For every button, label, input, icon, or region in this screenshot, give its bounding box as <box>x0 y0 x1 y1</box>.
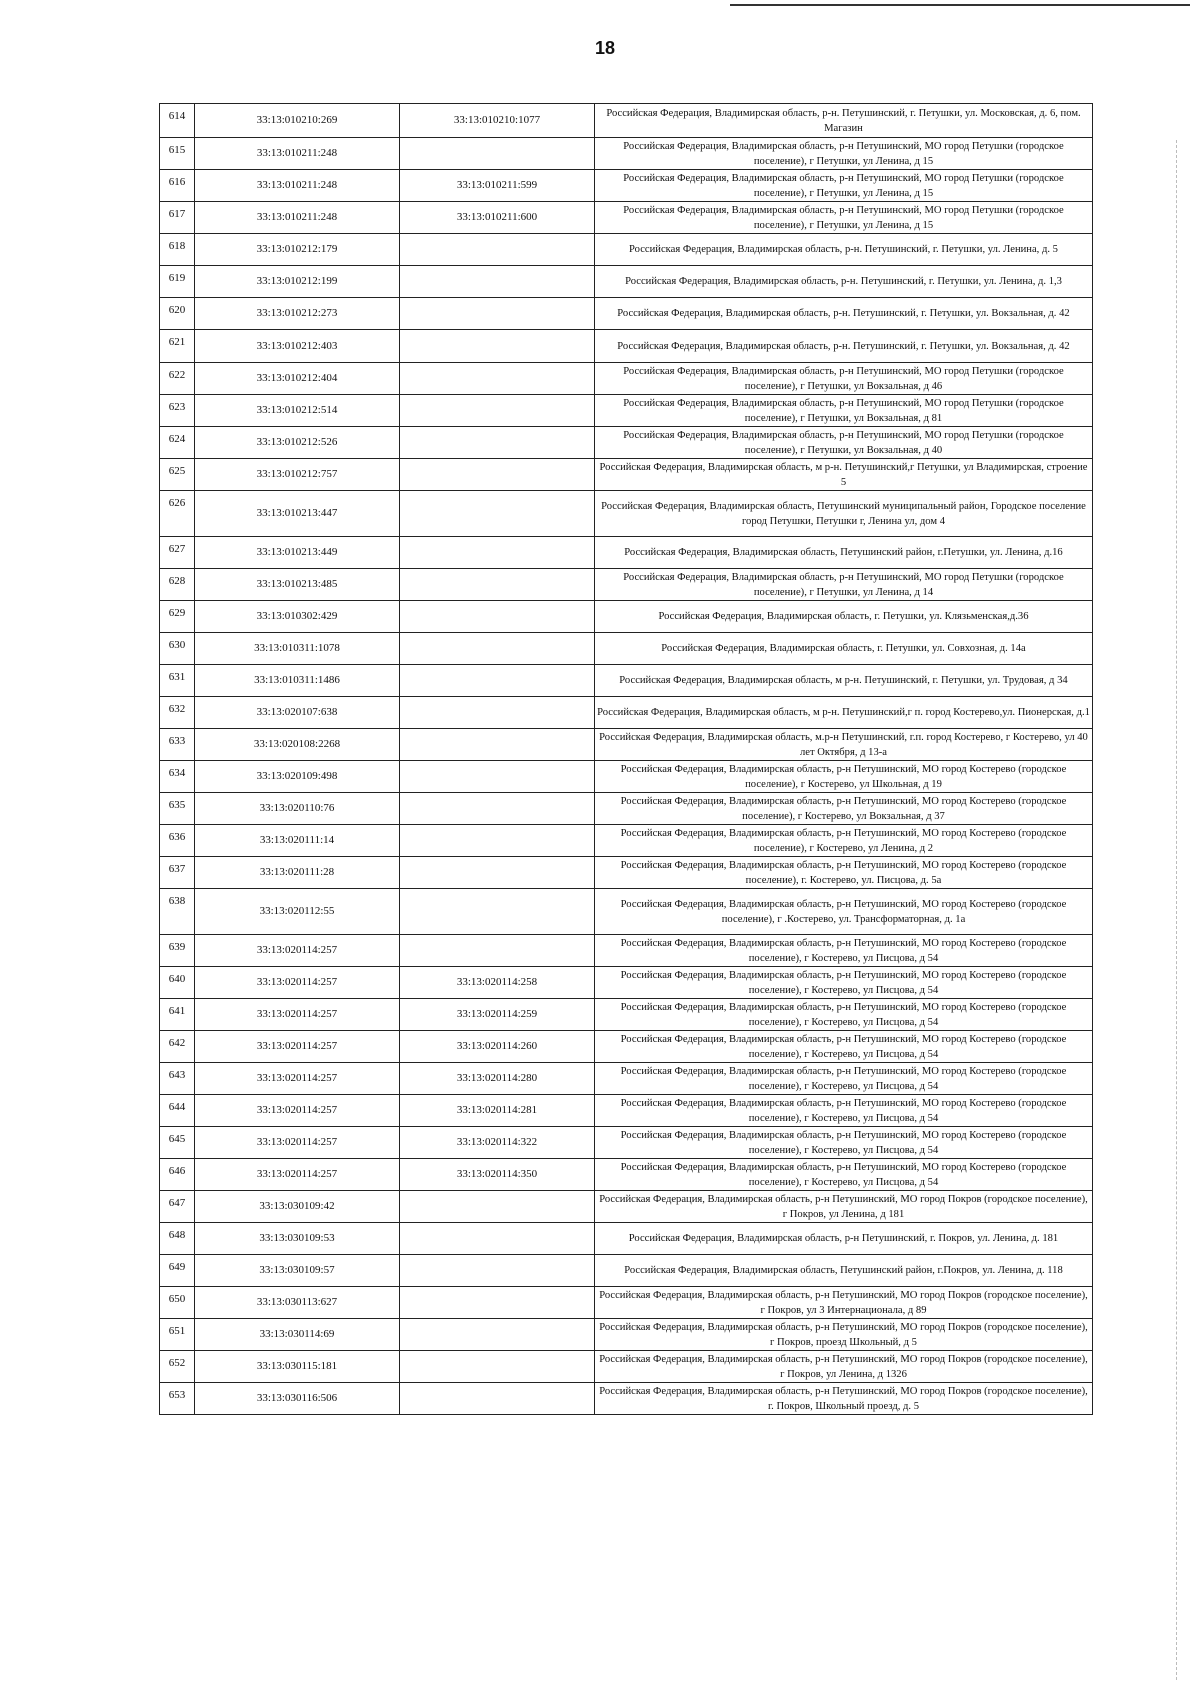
row-number-cell: 623 <box>160 395 195 427</box>
related-cadastral-number-cell <box>400 857 595 889</box>
table-row <box>160 537 1093 569</box>
address-cell: Российская Федерация, Владимирская область, м р-н. Петушинский,г п. город Костерево,ул. Пионерская, д.1 <box>595 697 1093 729</box>
cadastral-number-cell: 33:13:010212:526 <box>195 427 400 459</box>
related-cadastral-number-cell <box>400 889 595 935</box>
table-row <box>160 266 1093 298</box>
cadastral-number-cell: 33:13:010210:269 <box>195 104 400 138</box>
table-row <box>160 1351 1093 1383</box>
cadastral-number-cell: 33:13:010212:199 <box>195 266 400 298</box>
table-row <box>160 330 1093 363</box>
address-cell: Российская Федерация, Владимирская область, р-н Петушинский, МО город Костерево (городское поселение), г Костерево, ул Писцова, д 54 <box>595 1063 1093 1095</box>
related-cadastral-number-cell <box>400 427 595 459</box>
table-row <box>160 999 1093 1031</box>
related-cadastral-number-cell: 33:13:020114:260 <box>400 1031 595 1063</box>
row-number-cell: 626 <box>160 491 195 537</box>
cadastral-number-cell: 33:13:020114:257 <box>195 1063 400 1095</box>
cadastral-number-cell: 33:13:020114:257 <box>195 967 400 999</box>
cadastral-number-cell: 33:13:030109:42 <box>195 1191 400 1223</box>
cadastral-number-cell: 33:13:030116:506 <box>195 1383 400 1415</box>
related-cadastral-number-cell <box>400 138 595 170</box>
related-cadastral-number-cell <box>400 537 595 569</box>
cadastral-number-cell: 33:13:030109:53 <box>195 1223 400 1255</box>
table-row <box>160 491 1093 537</box>
cadastral-number-cell: 33:13:020109:498 <box>195 761 400 793</box>
row-number-cell: 643 <box>160 1063 195 1095</box>
address-cell: Российская Федерация, Владимирская область, р-н Петушинский, г. Покров, ул. Ленина, д. 181 <box>595 1223 1093 1255</box>
address-cell: Российская Федерация, Владимирская область, Петушинский район, г.Петушки, ул. Ленина, д.16 <box>595 537 1093 569</box>
address-cell: Российская Федерация, Владимирская область, г. Петушки, ул. Совхозная, д. 14а <box>595 633 1093 665</box>
address-cell: Российская Федерация, Владимирская область, р-н Петушинский, МО город Костерево (городское поселение), г Костерево, ул Писцова, д 54 <box>595 935 1093 967</box>
row-number-cell: 640 <box>160 967 195 999</box>
table-row <box>160 889 1093 935</box>
cadastral-number-cell: 33:13:010212:757 <box>195 459 400 491</box>
table-row <box>160 202 1093 234</box>
address-cell: Российская Федерация, Владимирская область, р-н Петушинский, МО город Петушки (городское поселение), г Петушки, ул Вокзальная, д 40 <box>595 427 1093 459</box>
address-cell: Российская Федерация, Владимирская область, р-н Петушинский, МО город Покров (городское поселение), г Покров, ул Ленина, д 181 <box>595 1191 1093 1223</box>
row-number-cell: 627 <box>160 537 195 569</box>
cadastral-number-cell: 33:13:020114:257 <box>195 1095 400 1127</box>
table-row <box>160 857 1093 889</box>
registry-table <box>159 103 1093 1415</box>
row-number-cell: 637 <box>160 857 195 889</box>
table-row <box>160 825 1093 857</box>
row-number-cell: 634 <box>160 761 195 793</box>
address-cell: Российская Федерация, Владимирская область, г. Петушки, ул. Клязьменская,д.36 <box>595 601 1093 633</box>
cadastral-number-cell: 33:13:020114:257 <box>195 1031 400 1063</box>
table-row <box>160 1223 1093 1255</box>
related-cadastral-number-cell <box>400 459 595 491</box>
address-cell: Российская Федерация, Владимирская область, р-н Петушинский, МО город Костерево (городское поселение), г .Костерево, ул. Трансформаторная, д. 1а <box>595 889 1093 935</box>
table-row <box>160 395 1093 427</box>
row-number-cell: 632 <box>160 697 195 729</box>
table-row <box>160 234 1093 266</box>
row-number-cell: 628 <box>160 569 195 601</box>
cadastral-number-cell: 33:13:030115:181 <box>195 1351 400 1383</box>
related-cadastral-number-cell: 33:13:020114:281 <box>400 1095 595 1127</box>
cadastral-number-cell: 33:13:030114:69 <box>195 1319 400 1351</box>
row-number-cell: 650 <box>160 1287 195 1319</box>
row-number-cell: 651 <box>160 1319 195 1351</box>
top-edge-line <box>730 4 1190 6</box>
table-row <box>160 138 1093 170</box>
table-row <box>160 569 1093 601</box>
related-cadastral-number-cell <box>400 793 595 825</box>
row-number-cell: 647 <box>160 1191 195 1223</box>
cadastral-number-cell: 33:13:020111:14 <box>195 825 400 857</box>
row-number-cell: 617 <box>160 202 195 234</box>
row-number-cell: 618 <box>160 234 195 266</box>
row-number-cell: 625 <box>160 459 195 491</box>
address-cell: Российская Федерация, Владимирская область, р-н Петушинский, МО город Покров (городское поселение), г Покров, ул 3 Интернационала, д 89 <box>595 1287 1093 1319</box>
related-cadastral-number-cell <box>400 234 595 266</box>
cadastral-number-cell: 33:13:020114:257 <box>195 1127 400 1159</box>
address-cell: Российская Федерация, Владимирская область, р-н Петушинский, МО город Костерево (городское поселение), г Костерево, ул Вокзальная, д 37 <box>595 793 1093 825</box>
address-cell: Российская Федерация, Владимирская область, р-н Петушинский, МО город Петушки (городское поселение), г Петушки, ул Вокзальная, д 46 <box>595 363 1093 395</box>
row-number-cell: 633 <box>160 729 195 761</box>
address-cell: Российская Федерация, Владимирская область, м р-н. Петушинский, г. Петушки, ул. Трудовая, д 34 <box>595 665 1093 697</box>
related-cadastral-number-cell: 33:13:020114:258 <box>400 967 595 999</box>
table-row <box>160 104 1093 138</box>
table-row <box>160 633 1093 665</box>
cadastral-number-cell: 33:13:010213:447 <box>195 491 400 537</box>
related-cadastral-number-cell <box>400 665 595 697</box>
row-number-cell: 631 <box>160 665 195 697</box>
address-cell: Российская Федерация, Владимирская область, р-н Петушинский, МО город Петушки (городское поселение), г Петушки, ул Вокзальная, д 81 <box>595 395 1093 427</box>
row-number-cell: 646 <box>160 1159 195 1191</box>
row-number-cell: 638 <box>160 889 195 935</box>
address-cell: Российская Федерация, Владимирская область, р-н Петушинский, МО город Костерево (городское поселение), г Костерево, ул Ленина, д 2 <box>595 825 1093 857</box>
row-number-cell: 645 <box>160 1127 195 1159</box>
related-cadastral-number-cell <box>400 633 595 665</box>
table-row <box>160 1319 1093 1351</box>
related-cadastral-number-cell <box>400 569 595 601</box>
table-row <box>160 1191 1093 1223</box>
table-row <box>160 1095 1093 1127</box>
table-row <box>160 793 1093 825</box>
address-cell: Российская Федерация, Владимирская область, р-н. Петушинский, г. Петушки, ул. Московская, д. 6, пом. Магазин <box>595 104 1093 138</box>
cadastral-number-cell: 33:13:020114:257 <box>195 1159 400 1191</box>
table-row <box>160 665 1093 697</box>
address-cell: Российская Федерация, Владимирская область, р-н Петушинский, МО город Костерево (городское поселение), г Костерево, ул Школьная, д 19 <box>595 761 1093 793</box>
table-row <box>160 1159 1093 1191</box>
related-cadastral-number-cell <box>400 697 595 729</box>
cadastral-number-cell: 33:13:010311:1078 <box>195 633 400 665</box>
row-number-cell: 620 <box>160 298 195 330</box>
table-row <box>160 1383 1093 1415</box>
cadastral-number-cell: 33:13:010211:248 <box>195 138 400 170</box>
row-number-cell: 622 <box>160 363 195 395</box>
row-number-cell: 649 <box>160 1255 195 1287</box>
related-cadastral-number-cell <box>400 395 595 427</box>
cadastral-number-cell: 33:13:030113:627 <box>195 1287 400 1319</box>
address-cell: Российская Федерация, Владимирская область, р-н Петушинский, МО город Костерево (городское поселение), г Костерево, ул Писцова, д 54 <box>595 999 1093 1031</box>
table-row <box>160 427 1093 459</box>
address-cell: Российская Федерация, Владимирская область, Петушинский муниципальный район, Городское поселение город Петушки, Петушки г, Ленина ул, дом 4 <box>595 491 1093 537</box>
related-cadastral-number-cell <box>400 601 595 633</box>
row-number-cell: 641 <box>160 999 195 1031</box>
related-cadastral-number-cell <box>400 491 595 537</box>
row-number-cell: 619 <box>160 266 195 298</box>
cadastral-number-cell: 33:13:010302:429 <box>195 601 400 633</box>
address-cell: Российская Федерация, Владимирская область, р-н Петушинский, МО город Покров (городское поселение), г Покров, ул Ленина, д 1326 <box>595 1351 1093 1383</box>
related-cadastral-number-cell: 33:13:020114:280 <box>400 1063 595 1095</box>
related-cadastral-number-cell: 33:13:020114:322 <box>400 1127 595 1159</box>
related-cadastral-number-cell <box>400 1319 595 1351</box>
address-cell: Российская Федерация, Владимирская область, р-н Петушинский, МО город Петушки (городское поселение), г Петушки, ул Ленина, д 15 <box>595 170 1093 202</box>
row-number-cell: 616 <box>160 170 195 202</box>
row-number-cell: 630 <box>160 633 195 665</box>
related-cadastral-number-cell <box>400 935 595 967</box>
related-cadastral-number-cell <box>400 1191 595 1223</box>
address-cell: Российская Федерация, Владимирская область, р-н Петушинский, МО город Петушки (городское поселение), г Петушки, ул Ленина, д 15 <box>595 138 1093 170</box>
row-number-cell: 642 <box>160 1031 195 1063</box>
table-row <box>160 1255 1093 1287</box>
related-cadastral-number-cell <box>400 266 595 298</box>
related-cadastral-number-cell <box>400 825 595 857</box>
address-cell: Российская Федерация, Владимирская область, р-н. Петушинский, г. Петушки, ул. Ленина, д. 1,3 <box>595 266 1093 298</box>
cadastral-number-cell: 33:13:020111:28 <box>195 857 400 889</box>
registry-table-container <box>159 103 1093 1415</box>
address-cell: Российская Федерация, Владимирская область, р-н Петушинский, МО город Петушки (городское поселение), г Петушки, ул Ленина, д 15 <box>595 202 1093 234</box>
address-cell: Российская Федерация, Владимирская область, р-н Петушинский, МО город Костерево (городское поселение), г Костерево, ул Писцова, д 54 <box>595 1095 1093 1127</box>
row-number-cell: 614 <box>160 104 195 138</box>
related-cadastral-number-cell <box>400 330 595 363</box>
related-cadastral-number-cell <box>400 1383 595 1415</box>
related-cadastral-number-cell <box>400 1255 595 1287</box>
address-cell: Российская Федерация, Владимирская область, р-н. Петушинский, г. Петушки, ул. Ленина, д. 5 <box>595 234 1093 266</box>
cadastral-number-cell: 33:13:010212:404 <box>195 363 400 395</box>
cadastral-number-cell: 33:13:020110:76 <box>195 793 400 825</box>
address-cell: Российская Федерация, Владимирская область, м р-н. Петушинский,г Петушки, ул Владимирская, строение 5 <box>595 459 1093 491</box>
address-cell: Российская Федерация, Владимирская область, р-н Петушинский, МО город Покров (городское поселение), г. Покров, Школьный проезд, д. 5 <box>595 1383 1093 1415</box>
table-row <box>160 1287 1093 1319</box>
table-row <box>160 170 1093 202</box>
address-cell: Российская Федерация, Владимирская область, р-н Петушинский, МО город Костерево (городское поселение), г Костерево, ул Писцова, д 54 <box>595 1159 1093 1191</box>
row-number-cell: 621 <box>160 330 195 363</box>
table-row <box>160 697 1093 729</box>
table-row <box>160 1063 1093 1095</box>
address-cell: Российская Федерация, Владимирская область, р-н. Петушинский, г. Петушки, ул. Вокзальная, д. 42 <box>595 298 1093 330</box>
row-number-cell: 653 <box>160 1383 195 1415</box>
cadastral-number-cell: 33:13:010212:273 <box>195 298 400 330</box>
table-row <box>160 729 1093 761</box>
related-cadastral-number-cell <box>400 729 595 761</box>
address-cell: Российская Федерация, Владимирская область, р-н Петушинский, МО город Покров (городское поселение), г Покров, проезд Школьный, д 5 <box>595 1319 1093 1351</box>
page-number: 18 <box>594 38 616 58</box>
table-row <box>160 967 1093 999</box>
address-cell: Российская Федерация, Владимирская область, р-н Петушинский, МО город Костерево (городское поселение), г Костерево, ул Писцова, д 54 <box>595 967 1093 999</box>
related-cadastral-number-cell <box>400 1223 595 1255</box>
related-cadastral-number-cell <box>400 363 595 395</box>
row-number-cell: 624 <box>160 427 195 459</box>
cadastral-number-cell: 33:13:010211:248 <box>195 170 400 202</box>
cadastral-number-cell: 33:13:010212:514 <box>195 395 400 427</box>
table-row <box>160 1031 1093 1063</box>
related-cadastral-number-cell <box>400 1351 595 1383</box>
table-row <box>160 459 1093 491</box>
related-cadastral-number-cell <box>400 298 595 330</box>
table-row <box>160 935 1093 967</box>
table-row <box>160 761 1093 793</box>
row-number-cell: 615 <box>160 138 195 170</box>
row-number-cell: 629 <box>160 601 195 633</box>
related-cadastral-number-cell: 33:13:020114:350 <box>400 1159 595 1191</box>
cadastral-number-cell: 33:13:010212:403 <box>195 330 400 363</box>
cadastral-number-cell: 33:13:020112:55 <box>195 889 400 935</box>
cadastral-number-cell: 33:13:020108:2268 <box>195 729 400 761</box>
related-cadastral-number-cell: 33:13:010211:600 <box>400 202 595 234</box>
row-number-cell: 652 <box>160 1351 195 1383</box>
cadastral-number-cell: 33:13:010213:485 <box>195 569 400 601</box>
cadastral-number-cell: 33:13:010211:248 <box>195 202 400 234</box>
cadastral-number-cell: 33:13:010212:179 <box>195 234 400 266</box>
address-cell: Российская Федерация, Владимирская область, р-н Петушинский, МО город Костерево (городское поселение), г Костерево, ул Писцова, д 54 <box>595 1127 1093 1159</box>
related-cadastral-number-cell <box>400 761 595 793</box>
related-cadastral-number-cell: 33:13:010210:1077 <box>400 104 595 138</box>
address-cell: Российская Федерация, Владимирская область, р-н Петушинский, МО город Костерево (городское поселение), г. Костерево, ул. Писцова, д. 5а <box>595 857 1093 889</box>
row-number-cell: 636 <box>160 825 195 857</box>
address-cell: Российская Федерация, Владимирская область, р-н. Петушинский, г. Петушки, ул. Вокзальная, д. 42 <box>595 330 1093 363</box>
related-cadastral-number-cell <box>400 1287 595 1319</box>
address-cell: Российская Федерация, Владимирская область, р-н Петушинский, МО город Костерево (городское поселение), г Костерево, ул Писцова, д 54 <box>595 1031 1093 1063</box>
cadastral-number-cell: 33:13:010213:449 <box>195 537 400 569</box>
cadastral-number-cell: 33:13:020114:257 <box>195 999 400 1031</box>
row-number-cell: 639 <box>160 935 195 967</box>
cadastral-number-cell: 33:13:030109:57 <box>195 1255 400 1287</box>
address-cell: Российская Федерация, Владимирская область, Петушинский район, г.Покров, ул. Ленина, д. 118 <box>595 1255 1093 1287</box>
cadastral-number-cell: 33:13:020114:257 <box>195 935 400 967</box>
scan-edge-line <box>1176 140 1178 1680</box>
table-row <box>160 601 1093 633</box>
row-number-cell: 635 <box>160 793 195 825</box>
address-cell: Российская Федерация, Владимирская область, м.р-н Петушинский, г.п. город Костерево, г Костерево, ул 40 лет Октября, д 13-а <box>595 729 1093 761</box>
row-number-cell: 644 <box>160 1095 195 1127</box>
table-row <box>160 363 1093 395</box>
registry-table-body <box>160 104 1093 1415</box>
row-number-cell: 648 <box>160 1223 195 1255</box>
address-cell: Российская Федерация, Владимирская область, р-н Петушинский, МО город Петушки (городское поселение), г Петушки, ул Ленина, д 14 <box>595 569 1093 601</box>
table-row <box>160 298 1093 330</box>
related-cadastral-number-cell: 33:13:010211:599 <box>400 170 595 202</box>
cadastral-number-cell: 33:13:010311:1486 <box>195 665 400 697</box>
table-row <box>160 1127 1093 1159</box>
cadastral-number-cell: 33:13:020107:638 <box>195 697 400 729</box>
related-cadastral-number-cell: 33:13:020114:259 <box>400 999 595 1031</box>
